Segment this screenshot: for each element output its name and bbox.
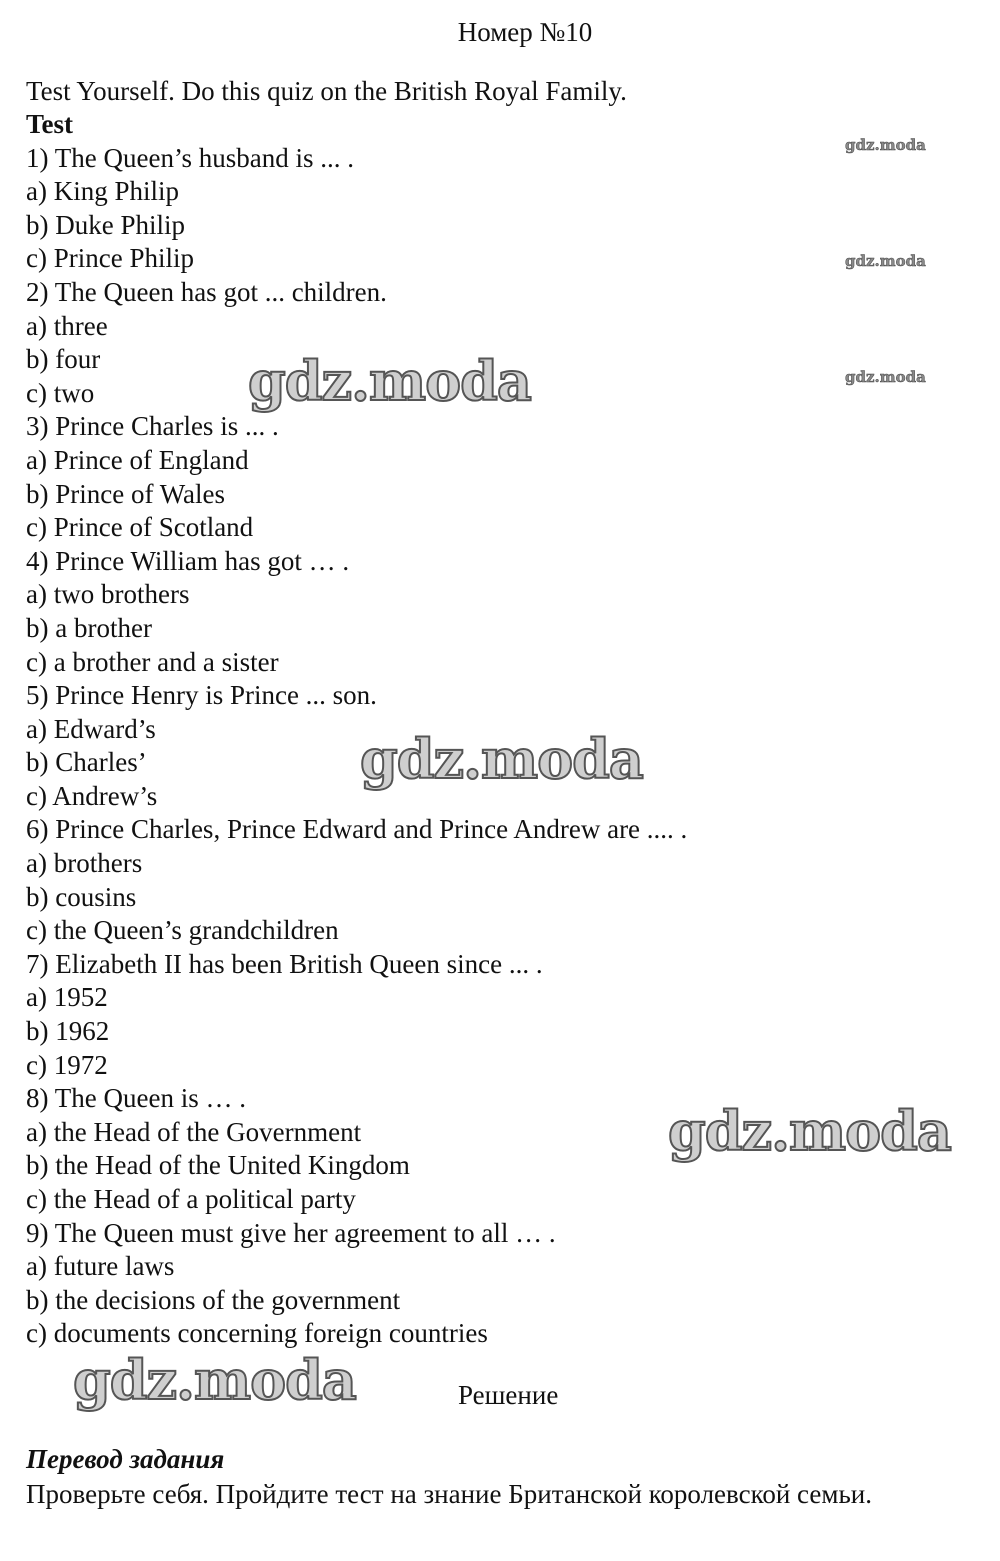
- question-text: 4) Prince William has got … .: [26, 545, 350, 576]
- option-c: c) 1972: [26, 1049, 108, 1080]
- question-text: 6) Prince Charles, Prince Edward and Prince Andrew are .... .: [26, 814, 688, 845]
- option-a: a) brothers: [26, 848, 143, 879]
- question-text: 5) Prince Henry is Prince ... son.: [26, 680, 377, 711]
- option-c: c) a brother and a sister: [26, 646, 279, 677]
- option-b: b) 1962: [26, 1016, 110, 1047]
- option-b: b) cousins: [26, 881, 137, 912]
- option-b: b) the decisions of the government: [26, 1284, 401, 1315]
- question-6: [26, 813, 976, 947]
- option-a: a) 1952: [26, 982, 108, 1013]
- option-c: c) documents concerning foreign countries: [26, 1318, 488, 1349]
- question-text: 1) The Queen’s husband is ... .: [26, 142, 354, 173]
- question-3: [26, 410, 976, 544]
- question-text: 2) The Queen has got ... children.: [26, 276, 387, 307]
- watermark-small: gdz.moda: [845, 368, 926, 386]
- question-text: 9) The Queen must give her agreement to all … .: [26, 1217, 556, 1248]
- watermark-large: gdz.moda: [248, 349, 531, 413]
- test-heading: Test: [26, 109, 74, 139]
- option-c: c) Prince Philip: [26, 243, 194, 274]
- option-a: a) the Head of the Government: [26, 1116, 362, 1147]
- watermark-large: gdz.moda: [73, 1348, 356, 1412]
- option-c: c) Prince of Scotland: [26, 512, 254, 543]
- option-a: a) King Philip: [26, 176, 179, 207]
- option-a: a) Prince of England: [26, 444, 249, 475]
- option-a: a) future laws: [26, 1251, 175, 1282]
- watermark-large: gdz.moda: [360, 727, 643, 791]
- option-b: b) the Head of the United Kingdom: [26, 1150, 410, 1181]
- option-c: c) the Head of a political party: [26, 1184, 356, 1214]
- page-title: Номер №10: [457, 17, 593, 47]
- translation-text: Проверьте себя. Пройдите тест на знание Британской королевской семьи.: [26, 1479, 872, 1509]
- solution-label: Решение: [458, 1380, 559, 1410]
- question-9: [26, 1217, 976, 1351]
- question-text: 8) The Queen is … .: [26, 1083, 246, 1114]
- option-b: b) four: [26, 344, 101, 375]
- option-c: c) Andrew’s: [26, 780, 158, 811]
- watermark-small: gdz.moda: [845, 136, 926, 154]
- option-c: c) the Queen’s grandchildren: [26, 915, 339, 946]
- option-b: b) a brother: [26, 612, 152, 643]
- option-a: a) three: [26, 310, 108, 341]
- watermark-large: gdz.moda: [668, 1099, 951, 1163]
- option-a: a) Edward’s: [26, 713, 156, 744]
- option-c: c) two: [26, 377, 95, 408]
- translation-heading: Перевод задания: [26, 1444, 225, 1474]
- watermark-small: gdz.moda: [845, 252, 926, 270]
- option-b: b) Duke Philip: [26, 209, 185, 240]
- intro-text: Test Yourself. Do this quiz on the British Royal Family.: [26, 76, 627, 106]
- question-1: [26, 142, 976, 276]
- option-b: b) Prince of Wales: [26, 478, 226, 509]
- question-text: 7) Elizabeth II has been British Queen since ... .: [26, 948, 543, 979]
- option-b: b) Charles’: [26, 747, 147, 778]
- question-4: [26, 545, 976, 679]
- question-7: [26, 948, 976, 1082]
- question-text: 3) Prince Charles is ... .: [26, 411, 279, 442]
- option-a: a) two brothers: [26, 579, 190, 610]
